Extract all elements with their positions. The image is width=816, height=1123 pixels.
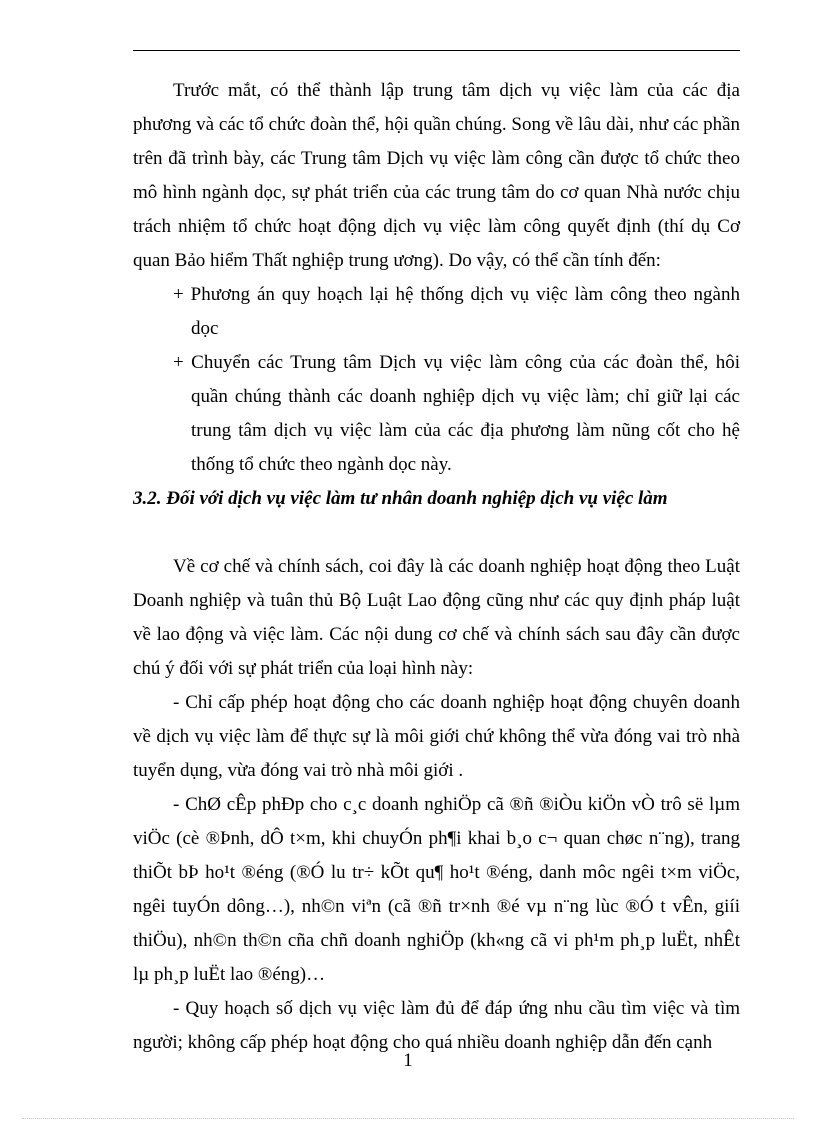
header-rule xyxy=(133,50,740,51)
page-bottom-border xyxy=(22,1118,794,1119)
plus-item-planning: + Phương án quy hoạch lại hệ thống dịch vụ việc làm công theo ngành dọc xyxy=(173,284,740,339)
section-heading: 3.2. Đối với dịch vụ việc làm tư nhân doanh nghiệp dịch vụ việc làm xyxy=(133,488,668,509)
page-number: 1 xyxy=(403,1050,413,1071)
paragraph-mechanism: Về cơ chế và chính sách, coi đây là các doanh nghiệp hoạt động theo Luật Doanh nghiệp và tuân thủ Bộ Luật Lao động cũng như các quy định pháp luật về lao động và việc làm. Các nội dung cơ chế và chính sách sau đây cần được chú ý đối với sự phát triển của loại hình này: xyxy=(133,556,740,679)
document-body xyxy=(133,74,740,1060)
paragraph-planning: - Quy hoạch số dịch vụ việc làm đủ để đáp ứng nhu cầu tìm việc và tìm người; không cấp phép hoạt động cho quá nhiều doanh nghiệp dẫn đến cạnh xyxy=(133,998,740,1053)
plus-item-conversion: + Chuyển các Trung tâm Dịch vụ việc làm công của các đoàn thể, hôi quần chúng thành các doanh nghiệp dịch vụ việc làm; chỉ giữ lại các trung tâm dịch vụ việc làm của các địa phương làm nũng cốt cho hệ thống tổ chức theo ngành dọc này. xyxy=(173,352,740,475)
paragraph-licensing: - Chỉ cấp phép hoạt động cho các doanh nghiệp hoạt động chuyên doanh về dịch vụ việc làm để thực sự là môi giới chứ không thể vừa đóng vai trò nhà tuyển dụng, vừa đóng vai trò nhà môi giới . xyxy=(133,692,740,781)
paragraph-conditions: - ChØ cÊp phÐp cho c¸c doanh nghiÖp cã ®ñ ®iÒu kiÖn vÒ trô së lµm viÖc (cè ®Þnh, dÔ t×m, khi chuyÓn ph¶i khai b¸o c¬ quan chøc n¨ng), trang thiÕt bÞ ho¹t ®éng (®Ó lu tr÷ kÕt qu¶ ho¹t ®éng, danh môc ngêi t×m viÖc, ngêi tuyÓn dông…), nh©n viªn (cã ®ñ tr×nh ®é vµ n¨ng lùc ®Ó t vÊn, giíi thiÖu), nh©n th©n cña chñ doanh nghiÖp (kh«ng cã vi ph¹m ph¸p luËt, nhÊt lµ ph¸p luËt lao ®éng)… xyxy=(133,794,740,985)
paragraph-intro: Trước mắt, có thể thành lập trung tâm dịch vụ việc làm của các địa phương và các tổ chức đoàn thể, hội quần chúng. Song về lâu dài, như các phần trên đã trình bày, các Trung tâm Dịch vụ việc làm công cần được tổ chức theo mô hình ngành dọc, sự phát triển của các trung tâm do cơ quan Nhà nước chịu trách nhiệm tổ chức hoạt động dịch vụ việc làm công quyết định (thí dụ Cơ quan Bảo hiểm Thất nghiệp trung ương). Do vậy, có thể cần tính đến: xyxy=(133,80,740,271)
